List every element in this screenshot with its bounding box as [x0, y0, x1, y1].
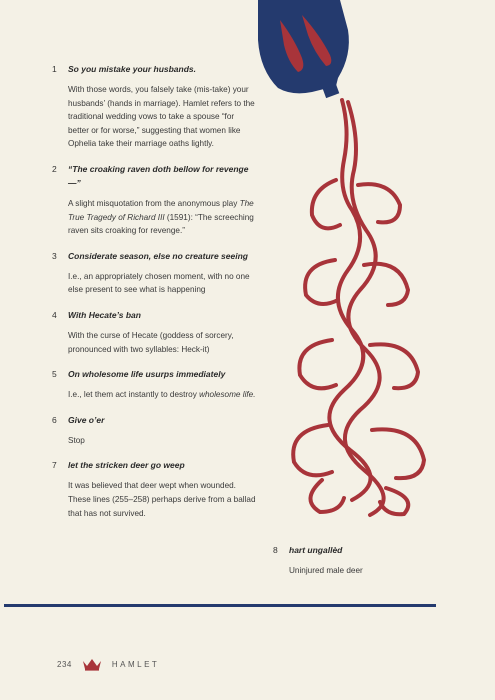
note-headword: “The croaking raven doth bellow for revenge—” — [68, 163, 249, 188]
gloss-segment: It was believed that deer wept when wounded. These lines (255–258) perhaps derive from a ballad that has not survived. — [68, 481, 256, 518]
note-gloss — [68, 270, 257, 297]
note-4 — [52, 308, 257, 356]
note-headword: let the stricken deer go weep — [68, 460, 185, 471]
note-gloss — [68, 197, 257, 238]
note-8 — [273, 543, 419, 578]
gloss-segment: I.e., an appropriately chosen moment, with no one else present to see what is happening — [68, 271, 250, 295]
note-number: 2 — [52, 163, 57, 174]
note-gloss — [68, 329, 257, 356]
note-headword: So you mistake your husbands. — [68, 64, 197, 74]
note-6 — [52, 413, 257, 448]
footer-rule — [4, 604, 436, 607]
note-number: 5 — [52, 369, 57, 380]
gloss-segment: The True Tragedy of Richard III — [68, 198, 254, 222]
page-footer — [57, 654, 159, 674]
gloss-segment: A slight misquotation from the anonymous play — [68, 198, 240, 208]
note-number: 8 — [273, 545, 278, 555]
note-number: 6 — [52, 414, 57, 425]
note-7 — [52, 458, 257, 520]
note-gloss — [68, 83, 257, 151]
note-headword: On wholesome life usurps immediately — [68, 369, 226, 380]
poison-bottle-illustration — [240, 0, 440, 520]
note-gloss: Uninjured male deer — [289, 566, 363, 575]
note-gloss — [68, 388, 257, 402]
gloss-segment: I.e., let them act instantly to destroy — [68, 390, 200, 400]
gloss-segment: With the curse of Hecate (goddess of sorcery, pronounced with two syllables: Heck-it) — [68, 330, 234, 354]
note-1 — [52, 62, 257, 151]
poison-stream — [293, 100, 424, 515]
note-headword: With Hecate’s ban — [68, 309, 141, 320]
gloss-segment: (1591): “The screeching raven sits croaking for revenge.” — [68, 212, 254, 236]
gloss-segment: wholesome life. — [199, 390, 256, 400]
note-number: 4 — [52, 309, 57, 320]
notes-column — [52, 62, 257, 531]
crown-icon — [82, 657, 102, 671]
note-3 — [52, 249, 257, 297]
note-number: 3 — [52, 250, 57, 261]
note-2 — [52, 162, 257, 238]
note-headword: hart ungallèd — [289, 545, 343, 555]
note-headword: Give o’er — [68, 414, 105, 425]
note-5 — [52, 367, 257, 402]
gloss-segment: Stop — [68, 435, 85, 445]
note-number: 1 — [52, 64, 57, 74]
gloss-segment: With those words, you falsely take (mis-take) your husbands’ (hands in marriage). Hamlet refers to the traditional wedding vows to take a spouse “for better or for worse,” suggesting that women like Ophelia take their marriage oaths lightly. — [68, 85, 255, 149]
note-number: 7 — [52, 460, 57, 471]
note-gloss — [68, 479, 257, 520]
play-title: HAMLET — [111, 659, 160, 669]
page-number: 234 — [57, 659, 72, 669]
note-gloss — [68, 434, 257, 448]
note-headword: Considerate season, else no creature seeing — [68, 250, 248, 261]
bottle-icon — [258, 0, 349, 98]
